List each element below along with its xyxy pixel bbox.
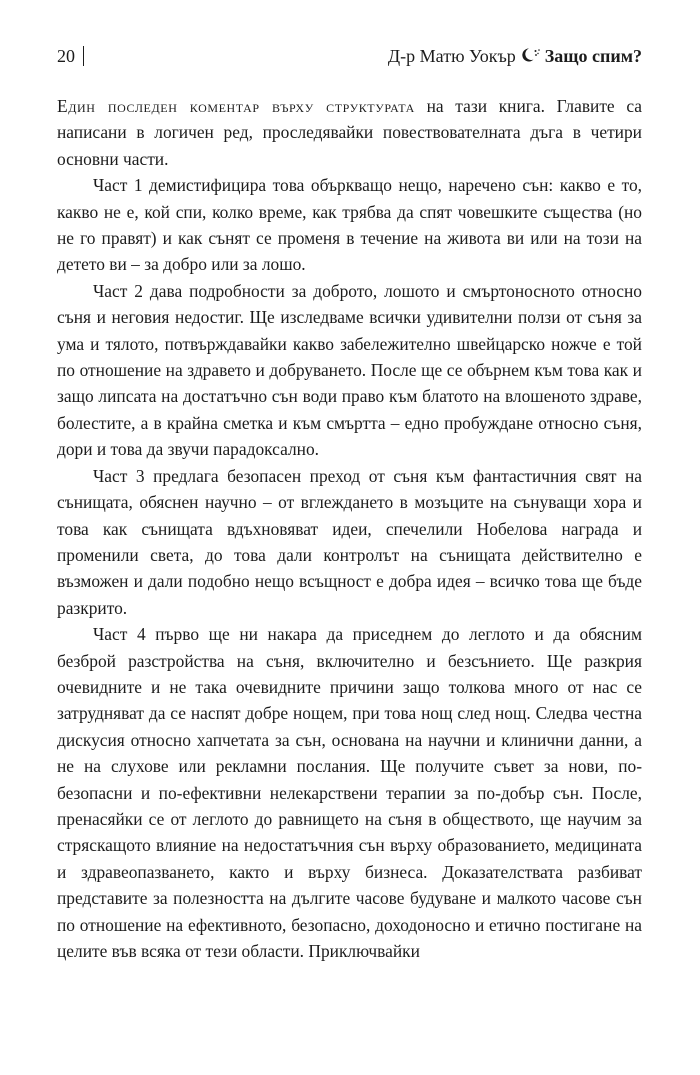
paragraph-3: Част 2 дава подробности за доброто, лошото и смъртоносното относно съня и неговия недостиг. Ще изследваме всички удивителни ползи от съня за ума и тялото, потвърждавайки какво забележително швейцарско ножче е той по отношение на здравето и добруването. После ще се обърнем към това как и защо липсата на достатъчно сън води право към блатото на влошеното здраве, болестите, а в крайна сметка и към смъртта – едно пробуждане относно съня, дори и това да звучи парадоксално. [57, 280, 642, 460]
paragraph-1-text: на тази книга. Главите са написани в логичен ред, проследявайки повествователната дъга в четири основни части. [57, 96, 642, 169]
moon-stars-icon [520, 47, 542, 63]
running-head [388, 42, 642, 70]
book-title: Защо спим? [544, 46, 642, 66]
author-name: Д-р Матю Уокър [387, 46, 516, 66]
body-text [57, 93, 642, 964]
paragraph-1 [57, 93, 642, 172]
paragraph-5: Част 4 първо ще ни накара да приседнем до леглото и да обясним безброй разстройства на съня, включително и безсънието. Ще разкрия очевидните и не така очевидните причини защо толкова много от нас се затрудняват да се наспят добре нощем, при това нощ след нощ. Следва честна дискусия относно хапчетата за сън, основана на научни и клинични данни, а не на слухове или рекламни послания. Ще получите съвет за нови, по-безопасни и по-ефективни нелекарствени терапии за по-добър сън. После, пренасяйки се от леглото до равнището на съня в обществото, ще научим за стряскащото влияние на недостатъчния сън върху образованието, медицината и здравеопазването, както и върху бизнеса. Доказателствата разбиват представите за полезността на дългите часове будуване и малкото часове сън по отношение на ефективното, безопасно, доходоносно и етично постигане на целите във всяка от тези области. Приключвайки [57, 624, 642, 961]
page-header [57, 42, 642, 70]
page-number: 20 [57, 46, 84, 66]
lead-in-smallcaps: Един последен коментар върху структурата [57, 96, 415, 116]
paragraph-4: Част 3 предлага безопасен преход от съня към фантастичния свят на сънищата, обяснен научно – от вглеждането в мозъците на сънуващи хора и това как сънищата вдъхновяват идеи, спечелили Нобелова награда и променили света, до това дали контролът на сънищата действително е възможен и дали подобно нещо всъщност е добра идея – всичко това ще бъде разкрито. [57, 465, 642, 618]
paragraph-2: Част 1 демистифицира това объркващо нещо, наречено сън: какво е то, какво не е, кой спи, колко време, как трябва да спят човешките същества (но не го правят) и как сънят се променя в течение на живота ви или на този на детето ви – за добро или за лошо. [57, 175, 642, 275]
